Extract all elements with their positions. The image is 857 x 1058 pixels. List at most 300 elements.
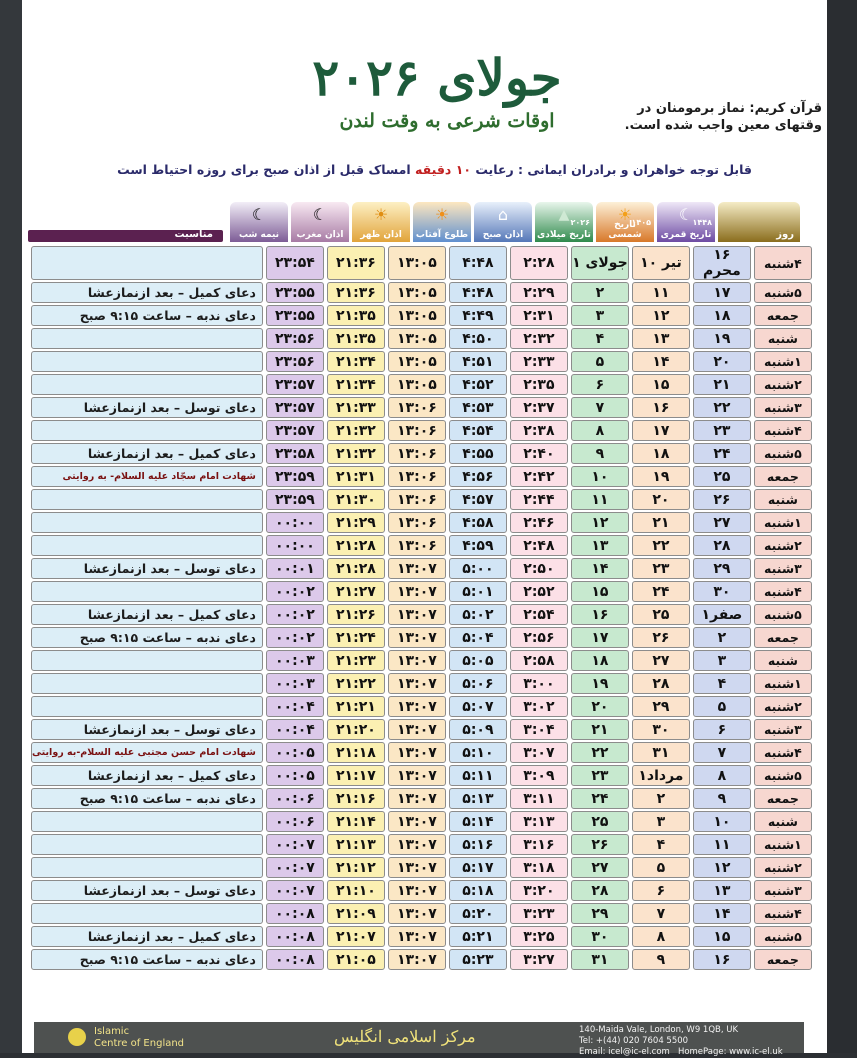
tulu-aftab-cell: ۵:۰۹ (449, 719, 507, 740)
munasaba-cell: دعای توسل – بعد ازنمازعشا (31, 719, 263, 740)
ruz-cell: ۴شنبه (754, 420, 812, 441)
tarikh-shamsi-cell: ۱مرداد (632, 765, 690, 786)
ruz-cell: شنبه (754, 811, 812, 832)
tulu-aftab-cell: ۴:۵۴ (449, 420, 507, 441)
tarikh-miladi-cell: ۱۳ (571, 535, 629, 556)
org-name-line1: Islamic (94, 1026, 130, 1037)
azan-subh-cell: ۲:۳۲ (510, 328, 568, 349)
column-header-tulu-aftab (413, 202, 471, 242)
tarikh-qamari-cell: ۶ (693, 719, 751, 740)
sun-icon: ☀ (373, 205, 389, 224)
azan-zuhr-label: اذان ظهر (360, 230, 402, 240)
tulu-aftab-cell: ۴:۵۰ (449, 328, 507, 349)
prayer-times-table (28, 244, 815, 972)
munasaba-cell (31, 650, 263, 671)
ruz-cell: جمعه (754, 788, 812, 809)
azan-subh-cell: ۳:۱۸ (510, 857, 568, 878)
azan-subh-cell: ۳:۲۷ (510, 949, 568, 970)
nimeh-shab-cell: ۰۰:۰۸ (266, 903, 324, 924)
nimeh-shab-cell: ۰۰:۰۶ (266, 788, 324, 809)
tarikh-shamsi-cell: ۲۷ (632, 650, 690, 671)
table-row (31, 811, 812, 832)
azan-maghrib-label: اذان مغرب (296, 230, 344, 240)
tarikh-shamsi-cell: ۲۳ (632, 558, 690, 579)
azan-zuhr-cell: ۱۳:۰۷ (388, 834, 446, 855)
azan-zuhr-cell: ۱۳:۰۷ (388, 880, 446, 901)
azan-maghrib-cell: ۲۱:۱۶ (327, 788, 385, 809)
table-row (31, 512, 812, 533)
azan-subh-cell: ۲:۵۲ (510, 581, 568, 602)
tulu-aftab-cell: ۵:۲۰ (449, 903, 507, 924)
azan-subh-cell: ۲:۳۵ (510, 374, 568, 395)
tarikh-qamari-cell: ۱۲ (693, 857, 751, 878)
tarikh-miladi-cell: ۱۰ (571, 466, 629, 487)
azan-maghrib-cell: ۲۱:۲۹ (327, 512, 385, 533)
nimeh-shab-cell: ۰۰:۰۵ (266, 742, 324, 763)
azan-zuhr-cell: ۱۳:۰۵ (388, 328, 446, 349)
azan-maghrib-cell: ۲۱:۳۳ (327, 397, 385, 418)
munasaba-cell: دعای کمیل – بعد ازنمازعشا (31, 443, 263, 464)
tarikh-shamsi-cell: ۸ (632, 926, 690, 947)
munasaba-cell: شهادت امام سجّاد علیه السلام- به روایتی (31, 466, 263, 487)
tarikh-miladi-cell: ۱۷ (571, 627, 629, 648)
nimeh-shab-cell: ۰۰:۰۲ (266, 627, 324, 648)
tulu-aftab-cell: ۴:۵۲ (449, 374, 507, 395)
tarikh-shamsi-cell: ۱۶ (632, 397, 690, 418)
azan-maghrib-cell: ۲۱:۲۰ (327, 719, 385, 740)
munasaba-cell: دعای ندبه – ساعت ۹:۱۵ صبح (31, 627, 263, 648)
azan-subh-cell: ۲:۳۷ (510, 397, 568, 418)
tarikh-qamari-cell: ۲۲ (693, 397, 751, 418)
azan-zuhr-cell: ۱۳:۰۷ (388, 788, 446, 809)
column-header-tarikh-miladi (535, 202, 593, 242)
azan-zuhr-cell: ۱۳:۰۶ (388, 397, 446, 418)
tarikh-qamari-cell: ۱۶ محرم (693, 246, 751, 280)
munasaba-cell (31, 811, 263, 832)
nimeh-shab-cell: ۰۰:۰۰ (266, 512, 324, 533)
azan-zuhr-cell: ۱۳:۰۷ (388, 949, 446, 970)
munasaba-cell: دعای توسل – بعد ازنمازعشا (31, 880, 263, 901)
tarikh-qamari-cell: ۱۹ (693, 328, 751, 349)
ruz-cell: ۱شنبه (754, 673, 812, 694)
azan-subh-cell: ۲:۳۳ (510, 351, 568, 372)
azan-maghrib-cell: ۲۱:۳۴ (327, 374, 385, 395)
column-header-tarikh-qamari (657, 202, 715, 242)
tarikh-miladi-cell: ۲۶ (571, 834, 629, 855)
table-row (31, 949, 812, 970)
ruz-cell: ۴شنبه (754, 903, 812, 924)
munasaba-cell (31, 374, 263, 395)
nimeh-shab-cell: ۲۳:۵۶ (266, 351, 324, 372)
azan-subh-cell: ۲:۴۴ (510, 489, 568, 510)
munasaba-cell: دعای توسل – بعد ازنمازعشا (31, 558, 263, 579)
tulu-aftab-cell: ۴:۵۳ (449, 397, 507, 418)
tarikh-qamari-cell: ۱۵ (693, 926, 751, 947)
column-header-munasaba (28, 230, 223, 242)
ruz-label: روز (776, 229, 794, 240)
tarikh-miladi-cell: ۲۱ (571, 719, 629, 740)
tarikh-shamsi-cell: ۴ (632, 834, 690, 855)
ruz-cell: ۴شنبه (754, 246, 812, 280)
nimeh-shab-cell: ۲۳:۵۹ (266, 489, 324, 510)
table-row (31, 397, 812, 418)
tarikh-shamsi-cell: ۳۰ (632, 719, 690, 740)
tulu-aftab-cell: ۴:۵۵ (449, 443, 507, 464)
tarikh-qamari-cell: ۹ (693, 788, 751, 809)
nimeh-shab-cell: ۲۳:۵۵ (266, 282, 324, 303)
nimeh-shab-cell: ۰۰:۰۷ (266, 834, 324, 855)
table-row (31, 857, 812, 878)
munasaba-cell: شهادت امام حسن مجتبی علیه السلام-به روایتی (31, 742, 263, 763)
munasaba-label: مناسبت (174, 229, 213, 240)
quran-quote-line1: قرآن کریم: نماز برمومنان در (637, 101, 822, 116)
nimeh-shab-cell: ۰۰:۰۱ (266, 558, 324, 579)
ruz-cell: ۴شنبه (754, 581, 812, 602)
azan-maghrib-cell: ۲۱:۲۱ (327, 696, 385, 717)
nimeh-shab-cell: ۲۳:۵۵ (266, 305, 324, 326)
table-row (31, 443, 812, 464)
tarikh-miladi-cell: ۸ (571, 420, 629, 441)
tarikh-miladi-cell: ۲ (571, 282, 629, 303)
munasaba-cell (31, 834, 263, 855)
dawn-mosque-icon: ⌂ (497, 205, 509, 224)
tulu-aftab-cell: ۵:۱۷ (449, 857, 507, 878)
tarikh-qamari-cell: ۱۸ (693, 305, 751, 326)
tarikh-qamari-cell: ۱۳ (693, 880, 751, 901)
azan-zuhr-cell: ۱۳:۰۶ (388, 443, 446, 464)
ruz-cell: ۵شنبه (754, 282, 812, 303)
tulu-aftab-cell: ۴:۵۸ (449, 512, 507, 533)
nimeh-shab-cell: ۲۳:۵۷ (266, 397, 324, 418)
azan-subh-label: اذان صبح (482, 230, 524, 240)
ruz-cell: ۱شنبه (754, 351, 812, 372)
ruz-cell: شنبه (754, 489, 812, 510)
tarikh-qamari-cell: ۲۱ (693, 374, 751, 395)
tarikh-qamari-cell: ۲۹ (693, 558, 751, 579)
miladi-year: ۲۰۲۶ (570, 218, 590, 227)
azan-subh-cell: ۲:۴۶ (510, 512, 568, 533)
azan-maghrib-cell: ۲۱:۱۲ (327, 857, 385, 878)
azan-subh-cell: ۳:۲۵ (510, 926, 568, 947)
footer (34, 1022, 804, 1057)
tarikh-miladi-cell: ۱۸ (571, 650, 629, 671)
ruz-cell: ۳شنبه (754, 880, 812, 901)
azan-zuhr-cell: ۱۳:۰۵ (388, 246, 446, 280)
table-row (31, 788, 812, 809)
azan-subh-cell: ۳:۰۲ (510, 696, 568, 717)
ruz-cell: ۵شنبه (754, 926, 812, 947)
table-row (31, 282, 812, 303)
tarikh-miladi-cell: ۱۵ (571, 581, 629, 602)
tarikh-qamari-cell: ۱صفر (693, 604, 751, 625)
munasaba-cell: دعای ندبه – ساعت ۹:۱۵ صبح (31, 788, 263, 809)
table-row (31, 328, 812, 349)
tulu-aftab-cell: ۴:۵۱ (449, 351, 507, 372)
ruz-cell: جمعه (754, 627, 812, 648)
azan-maghrib-cell: ۲۱:۳۲ (327, 443, 385, 464)
table-row (31, 420, 812, 441)
tarikh-shamsi-cell: ۱۱ (632, 282, 690, 303)
tarikh-shamsi-cell: ۱۵ (632, 374, 690, 395)
azan-subh-cell: ۳:۲۰ (510, 880, 568, 901)
column-header-azan-zuhr (352, 202, 410, 242)
tarikh-shamsi-cell: ۱۹ (632, 466, 690, 487)
nimeh-shab-cell: ۰۰:۰۴ (266, 719, 324, 740)
crescent-icon: ☾ (678, 205, 694, 224)
tarikh-qamari-cell: ۱۴ (693, 903, 751, 924)
mosque-sunset-icon: ☾ (312, 205, 328, 224)
tarikh-shamsi-cell: ۳ (632, 811, 690, 832)
azan-zuhr-cell: ۱۳:۰۷ (388, 903, 446, 924)
ruz-cell: ۲شنبه (754, 374, 812, 395)
azan-zuhr-cell: ۱۳:۰۷ (388, 558, 446, 579)
ruz-cell: جمعه (754, 305, 812, 326)
azan-subh-cell: ۳:۱۱ (510, 788, 568, 809)
tarikh-miladi-cell: ۲۹ (571, 903, 629, 924)
table-row (31, 650, 812, 671)
azan-maghrib-cell: ۲۱:۳۵ (327, 305, 385, 326)
azan-zuhr-cell: ۱۳:۰۶ (388, 512, 446, 533)
ruz-cell: ۳شنبه (754, 397, 812, 418)
azan-maghrib-cell: ۲۱:۲۷ (327, 581, 385, 602)
ruz-cell: ۲شنبه (754, 857, 812, 878)
azan-subh-cell: ۲:۳۱ (510, 305, 568, 326)
table-row (31, 351, 812, 372)
azan-maghrib-cell: ۲۱:۱۰ (327, 880, 385, 901)
ruz-cell: ۵شنبه (754, 604, 812, 625)
tarikh-shamsi-label: تاریخ شمسی (608, 220, 642, 240)
azan-subh-cell: ۲:۳۸ (510, 420, 568, 441)
tarikh-miladi-cell: ۱۱ (571, 489, 629, 510)
tarikh-miladi-cell: ۳ (571, 305, 629, 326)
nimeh-shab-cell: ۰۰:۰۲ (266, 604, 324, 625)
munasaba-cell (31, 351, 263, 372)
nimeh-shab-label: نیمه شب (238, 230, 280, 240)
azan-maghrib-cell: ۲۱:۲۸ (327, 558, 385, 579)
azan-maghrib-cell: ۲۱:۳۰ (327, 489, 385, 510)
nimeh-shab-cell: ۰۰:۰۸ (266, 926, 324, 947)
azan-subh-cell: ۳:۰۹ (510, 765, 568, 786)
crescent-moon-icon: ☾ (251, 205, 267, 224)
munasaba-cell: دعای کمیل – بعد ازنمازعشا (31, 765, 263, 786)
tulu-aftab-cell: ۴:۵۹ (449, 535, 507, 556)
munasaba-cell: دعای کمیل – بعد ازنمازعشا (31, 604, 263, 625)
azan-zuhr-cell: ۱۳:۰۶ (388, 489, 446, 510)
footer-tel: Tel: +(44) 020 7604 5500 (579, 1036, 689, 1046)
column-header-tarikh-shamsi (596, 202, 654, 242)
azan-maghrib-cell: ۲۱:۳۱ (327, 466, 385, 487)
tulu-aftab-cell: ۵:۱۸ (449, 880, 507, 901)
tarikh-shamsi-cell: ۹ (632, 949, 690, 970)
azan-subh-cell: ۲:۵۰ (510, 558, 568, 579)
table-row (31, 558, 812, 579)
background-right-strip (827, 0, 857, 1053)
page-subtitle: اوقات شرعی به وقت لندن (339, 110, 555, 132)
tulu-aftab-cell: ۴:۴۸ (449, 246, 507, 280)
quran-quote (592, 100, 822, 134)
azan-zuhr-cell: ۱۳:۰۶ (388, 466, 446, 487)
azan-zuhr-cell: ۱۳:۰۷ (388, 719, 446, 740)
munasaba-cell (31, 903, 263, 924)
tulu-aftab-cell: ۵:۰۴ (449, 627, 507, 648)
column-header-nimeh-shab (230, 202, 288, 242)
tulu-aftab-cell: ۵:۱۴ (449, 811, 507, 832)
tarikh-miladi-cell: ۱۴ (571, 558, 629, 579)
azan-zuhr-cell: ۱۳:۰۶ (388, 535, 446, 556)
nimeh-shab-cell: ۰۰:۰۴ (266, 696, 324, 717)
footer-address: 140-Maida Vale, London, W9 1QB, UK (579, 1025, 739, 1035)
nimeh-shab-cell: ۲۳:۵۴ (266, 246, 324, 280)
tarikh-shamsi-cell: ۶ (632, 880, 690, 901)
ruz-cell: جمعه (754, 466, 812, 487)
tulu-aftab-cell: ۵:۰۲ (449, 604, 507, 625)
tarikh-shamsi-cell: ۲۲ (632, 535, 690, 556)
azan-zuhr-cell: ۱۳:۰۷ (388, 765, 446, 786)
azan-maghrib-cell: ۲۱:۰۷ (327, 926, 385, 947)
azan-maghrib-cell: ۲۱:۱۳ (327, 834, 385, 855)
table-row (31, 246, 812, 280)
nimeh-shab-cell: ۰۰:۰۳ (266, 650, 324, 671)
tarikh-shamsi-cell: ۱۴ (632, 351, 690, 372)
tarikh-miladi-label: تاریخ میلادی (537, 230, 591, 240)
table-row (31, 880, 812, 901)
tarikh-shamsi-cell: ۷ (632, 903, 690, 924)
azan-maghrib-cell: ۲۱:۲۴ (327, 627, 385, 648)
azan-subh-cell: ۳:۰۴ (510, 719, 568, 740)
tarikh-shamsi-cell: ۳۱ (632, 742, 690, 763)
tarikh-shamsi-cell: ۲۵ (632, 604, 690, 625)
footer-homepage[interactable]: HomePage: www.ic-el.uk (677, 1047, 783, 1057)
tulu-aftab-cell: ۵:۱۰ (449, 742, 507, 763)
tarikh-miladi-cell: ۵ (571, 351, 629, 372)
quran-quote-line2: وقتهای معین واجب شده است. (624, 118, 822, 133)
tulu-aftab-cell: ۵:۱۳ (449, 788, 507, 809)
tarikh-miladi-cell: ۲۴ (571, 788, 629, 809)
nimeh-shab-cell: ۲۳:۵۹ (266, 466, 324, 487)
azan-subh-cell: ۲:۴۰ (510, 443, 568, 464)
azan-zuhr-cell: ۱۳:۰۷ (388, 857, 446, 878)
tarikh-shamsi-cell: ۲۴ (632, 581, 690, 602)
tarikh-qamari-cell: ۲۸ (693, 535, 751, 556)
tulu-aftab-cell: ۴:۴۸ (449, 282, 507, 303)
munasaba-cell: دعای ندبه – ساعت ۹:۱۵ صبح (31, 305, 263, 326)
background-left-strip (0, 0, 22, 1053)
tulu-aftab-cell: ۵:۰۷ (449, 696, 507, 717)
tarikh-shamsi-cell: ۲۹ (632, 696, 690, 717)
tulu-aftab-cell: ۵:۰۵ (449, 650, 507, 671)
munasaba-cell: دعای توسل – بعد ازنمازعشا (31, 397, 263, 418)
azan-zuhr-cell: ۱۳:۰۵ (388, 351, 446, 372)
nimeh-shab-cell: ۰۰:۰۸ (266, 949, 324, 970)
table-row (31, 765, 812, 786)
tarikh-shamsi-cell: ۱۸ (632, 443, 690, 464)
tarikh-qamari-label: تاریخ قمری (660, 230, 712, 240)
tarikh-shamsi-cell: ۱۷ (632, 420, 690, 441)
tulu-aftab-cell: ۵:۲۱ (449, 926, 507, 947)
azan-subh-cell: ۲:۲۸ (510, 246, 568, 280)
page-title: جولای ۲۰۲۶ (312, 48, 562, 107)
table-row (31, 696, 812, 717)
tulu-aftab-cell: ۵:۰۱ (449, 581, 507, 602)
tarikh-qamari-cell: ۲۴ (693, 443, 751, 464)
tarikh-miladi-cell: ۲۰ (571, 696, 629, 717)
notice-part1: قابل توجه خواهران و برادران ایمانی : رعایت (475, 162, 752, 177)
nimeh-shab-cell: ۰۰:۰۷ (266, 880, 324, 901)
azan-subh-cell: ۲:۲۹ (510, 282, 568, 303)
table-row (31, 719, 812, 740)
tarikh-miladi-cell: ۲۸ (571, 880, 629, 901)
table-row (31, 535, 812, 556)
azan-maghrib-cell: ۲۱:۱۸ (327, 742, 385, 763)
nimeh-shab-cell: ۰۰:۰۳ (266, 673, 324, 694)
tarikh-shamsi-cell: ۲ (632, 788, 690, 809)
footer-contact (579, 1025, 783, 1058)
azan-subh-cell: ۳:۱۳ (510, 811, 568, 832)
tarikh-miladi-cell: ۳۱ (571, 949, 629, 970)
ruz-cell: ۱شنبه (754, 512, 812, 533)
table-row (31, 604, 812, 625)
munasaba-cell (31, 581, 263, 602)
table-row (31, 903, 812, 924)
munasaba-cell (31, 696, 263, 717)
azan-subh-cell: ۳:۰۷ (510, 742, 568, 763)
azan-zuhr-cell: ۱۳:۰۷ (388, 926, 446, 947)
nimeh-shab-cell: ۰۰:۰۶ (266, 811, 324, 832)
munasaba-cell: دعای کمیل – بعد ازنمازعشا (31, 282, 263, 303)
table-row (31, 581, 812, 602)
azan-zuhr-cell: ۱۳:۰۵ (388, 282, 446, 303)
sunrise-icon: ☀ (434, 205, 450, 224)
azan-zuhr-cell: ۱۳:۰۷ (388, 650, 446, 671)
ruz-cell: ۳شنبه (754, 558, 812, 579)
tarikh-qamari-cell: ۴ (693, 673, 751, 694)
tarikh-qamari-cell: ۲ (693, 627, 751, 648)
tarikh-qamari-cell: ۱۷ (693, 282, 751, 303)
munasaba-cell: دعای ندبه – ساعت ۹:۱۵ صبح (31, 949, 263, 970)
tulu-aftab-cell: ۴:۵۶ (449, 466, 507, 487)
nimeh-shab-cell: ۰۰:۰۲ (266, 581, 324, 602)
notice-highlight: ۱۰ دقیقه (415, 162, 471, 177)
tarikh-miladi-cell: ۱۶ (571, 604, 629, 625)
footer-email[interactable]: Email: icel@ic-el.com (579, 1047, 670, 1057)
tulu-aftab-cell: ۵:۰۶ (449, 673, 507, 694)
tarikh-qamari-cell: ۱۰ (693, 811, 751, 832)
azan-zuhr-cell: ۱۳:۰۵ (388, 374, 446, 395)
table-row (31, 374, 812, 395)
tulu-aftab-cell: ۵:۰۰ (449, 558, 507, 579)
tarikh-miladi-cell: ۲۳ (571, 765, 629, 786)
nimeh-shab-cell: ۰۰:۰۷ (266, 857, 324, 878)
tarikh-qamari-cell: ۳ (693, 650, 751, 671)
ruz-cell: ۵شنبه (754, 443, 812, 464)
tarikh-miladi-cell: ۷ (571, 397, 629, 418)
azan-maghrib-cell: ۲۱:۳۶ (327, 282, 385, 303)
tulu-aftab-cell: ۵:۱۶ (449, 834, 507, 855)
tarikh-shamsi-cell: ۱۰ تیر (632, 246, 690, 280)
ruz-cell: ۱شنبه (754, 834, 812, 855)
tulu-aftab-cell: ۵:۲۳ (449, 949, 507, 970)
column-header-azan-maghrib (291, 202, 349, 242)
tarikh-shamsi-cell: ۲۸ (632, 673, 690, 694)
footer-arabic-name: مرکز اسلامی انگلیس (334, 1027, 476, 1046)
tarikh-qamari-cell: ۲۳ (693, 420, 751, 441)
tarikh-shamsi-cell: ۲۰ (632, 489, 690, 510)
azan-subh-cell: ۲:۴۲ (510, 466, 568, 487)
azan-zuhr-cell: ۱۳:۰۷ (388, 811, 446, 832)
azan-zuhr-cell: ۱۳:۰۶ (388, 420, 446, 441)
tarikh-miladi-cell: ۲۷ (571, 857, 629, 878)
tarikh-qamari-cell: ۵ (693, 696, 751, 717)
